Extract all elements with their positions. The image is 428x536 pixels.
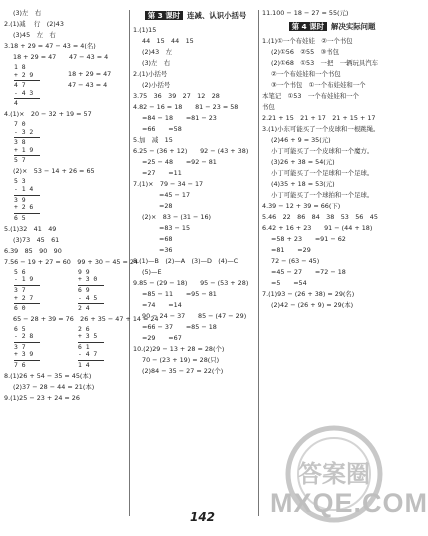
answer-line: (2)①56 ②55 ③书包 bbox=[271, 48, 340, 56]
answer-line: 2.(1)小括号 bbox=[133, 70, 168, 78]
answer-line: =29 =67 bbox=[142, 334, 182, 342]
lesson-number: 第 4 课时 bbox=[289, 22, 327, 31]
vertical-calculation: 1 8 + 2 9 4 7 - 4 3 4 bbox=[14, 64, 40, 108]
answer-line: 3.18 + 29 = 47 − 43 = 4(名) bbox=[4, 42, 96, 50]
answer-line: 2.(1)减 行 (2)43 bbox=[4, 20, 64, 28]
answer-line: =5 =54 bbox=[271, 279, 307, 287]
stamp-text: 答案圈 bbox=[298, 460, 370, 488]
answer-line: 5.46 22 86 84 38 53 56 45 bbox=[262, 213, 378, 221]
answer-line: 7.56 − 19 + 27 = 60 99 + 30 − 45 = 24 bbox=[4, 257, 139, 266]
answer-line: =66 − 37 =85 − 18 bbox=[142, 323, 217, 331]
answer-line: =58 + 23 =91 − 62 bbox=[271, 235, 346, 243]
vertical-calculation: 2 6 + 3 5 6 1 - 4 7 1 4 bbox=[78, 326, 104, 370]
answer-line: 6.25 − (36 + 12) 92 − (43 + 38) bbox=[133, 147, 249, 155]
vertical-calculation: 5 3 - 1 4 3 9 + 2 6 6 5 bbox=[14, 178, 40, 222]
answer-line: (2)43 左 bbox=[142, 48, 172, 56]
answer-line: 1.(1)①一个布娃娃 ②一个书包 bbox=[262, 37, 353, 45]
answer-line: 70 − (23 + 19) = 28(只) bbox=[142, 356, 220, 364]
section-heading bbox=[133, 10, 258, 22]
lesson-title: 解决实际问题 bbox=[331, 22, 376, 31]
answer-line: 4.82 − 16 = 18 81 − 23 = 58 bbox=[133, 103, 239, 111]
answer-line: 65 − 28 + 39 = 76 26 + 35 − 47 + 14 = 24 bbox=[13, 314, 159, 323]
answer-line: (2)× 53 − 14 + 26 = 65 bbox=[13, 167, 95, 176]
answer-line: 7.(1)× 79 − 34 − 17 bbox=[133, 180, 204, 188]
answer-line: =45 − 27 =72 − 18 bbox=[271, 268, 346, 276]
answer-line: 3.75 36 39 27 12 28 bbox=[133, 92, 220, 100]
answer-line: =66 =58 bbox=[142, 125, 182, 133]
answer-column-3 bbox=[262, 8, 402, 311]
answer-line: 3.(1)小东可能买了一个皮球和一根跳绳。 bbox=[262, 125, 380, 133]
answer-line: 2.21 + 15 21 + 17 21 + 15 + 17 bbox=[262, 114, 376, 122]
section-heading bbox=[262, 21, 402, 33]
answer-line: =83 − 15 bbox=[159, 224, 191, 232]
lesson-number: 第 3 课时 bbox=[145, 11, 183, 20]
answer-line: 本笔记 ①53 一个布娃娃和一个 bbox=[262, 92, 359, 100]
answer-line: 7.(1)93 − (26 + 38) = 29(名) bbox=[262, 290, 355, 298]
page-number: 142 bbox=[189, 510, 216, 524]
lesson-title: 连减、认识小括号 bbox=[187, 11, 247, 20]
answer-line: 6.42 + 16 + 23 91 − (44 + 18) bbox=[262, 224, 373, 232]
answer-line: (2)46 + 9 = 35(元) bbox=[271, 136, 331, 144]
answer-line: 11.100 − 18 − 27 = 55(元) bbox=[262, 9, 349, 17]
answer-line: =45 − 17 bbox=[159, 191, 191, 199]
answer-line: 90 − 24 − 37 85 − (47 − 29) bbox=[142, 312, 247, 320]
vertical-calculation: 5 6 - 1 9 3 7 + 2 7 6 0 bbox=[14, 269, 40, 313]
answer-line: =28 bbox=[159, 202, 173, 210]
answer-line: 9.(1)25 − 23 + 24 = 26 bbox=[4, 393, 80, 402]
answer-line: 书包 bbox=[262, 103, 275, 111]
answer-line: (2)37 − 28 − 44 = 21(本) bbox=[13, 382, 95, 391]
answer-line: =84 − 18 =81 − 23 bbox=[142, 114, 217, 122]
answer-line: =36 bbox=[159, 246, 173, 254]
answer-line: 10.(2)29 − 13 + 28 = 28(个) bbox=[133, 345, 225, 353]
answer-line: 8.(1)26 + 54 − 35 = 45(本) bbox=[4, 371, 92, 380]
answer-line: (5)—E bbox=[142, 268, 162, 276]
vertical-calculation: 7 0 - 3 2 3 8 + 1 9 5 7 bbox=[14, 121, 40, 165]
answer-line: (2)①68 ①53 一把 一辆玩具汽车 bbox=[271, 59, 379, 67]
vertical-calculation: 9 9 + 3 0 6 9 - 4 5 2 4 bbox=[78, 269, 104, 313]
answer-line: 4.(1)× 20 − 32 + 19 = 57 bbox=[4, 109, 92, 118]
answer-line: (2)× 83 − (31 − 16) bbox=[142, 213, 212, 221]
answer-line: 小丁可能买了一个球拍和一个足球。 bbox=[271, 191, 374, 199]
answer-column-2 bbox=[133, 8, 258, 377]
answer-line: (2)小括号 bbox=[142, 81, 171, 89]
vertical-calc-group bbox=[4, 325, 128, 371]
watermark-text: MXQE.COM bbox=[270, 488, 428, 518]
answer-line: =74 =14 bbox=[142, 301, 182, 309]
vertical-calculation: 6 5 - 2 8 3 7 + 3 9 7 6 bbox=[14, 326, 40, 370]
answer-line: =85 − 11 =95 − 81 bbox=[142, 290, 217, 298]
answer-line: =81 =29 bbox=[271, 246, 311, 254]
answer-line: (2)42 − (26 + 9) = 29(本) bbox=[271, 301, 354, 309]
answer-line: (3)73 45 61 bbox=[13, 235, 60, 244]
answer-line: 18 + 29 = 47 47 − 43 = 4 bbox=[13, 53, 109, 61]
answer-line: 小丁可能买了一个皮球和一个魔方。 bbox=[271, 147, 374, 155]
answer-line: =25 − 48 =92 − 81 bbox=[142, 158, 217, 166]
answer-line: 1.(1)15 bbox=[133, 26, 157, 34]
answer-line: (4)35 + 18 = 53(元) bbox=[271, 180, 335, 188]
answer-line: ③一个书包 ①一个布娃娃和一个 bbox=[271, 81, 366, 89]
answer-line: 4.39 − 12 + 39 = 66(下) bbox=[262, 202, 341, 210]
answer-line: 72 − (63 − 45) bbox=[271, 257, 320, 265]
calc-note: 18 + 29 = 47 47 − 43 = 4 bbox=[68, 70, 112, 89]
answer-line: (3)左 右 bbox=[13, 9, 42, 17]
answer-line: ②一个布娃娃和一个书包 bbox=[271, 70, 341, 78]
answer-line: 8.(1)—B (2)—A (3)—D (4)—C bbox=[133, 257, 239, 265]
answer-line: 5.加 减 15 bbox=[133, 136, 173, 144]
answer-line: (2)84 − 35 − 27 = 22(个) bbox=[142, 367, 224, 375]
answer-line: (3)左 右 bbox=[142, 59, 171, 67]
vertical-calc-group bbox=[4, 268, 128, 314]
answer-line: 5.(1)32 41 49 bbox=[4, 224, 57, 233]
answer-line: (3)45 左 右 bbox=[13, 31, 56, 39]
answer-line: 9.85 − (29 − 18) 95 − (53 + 28) bbox=[133, 279, 249, 287]
answer-line: =68 bbox=[159, 235, 173, 243]
column-divider bbox=[258, 10, 259, 516]
answer-line: 44 15 44 15 bbox=[142, 37, 194, 45]
vertical-calc-group bbox=[4, 63, 128, 109]
answer-line: 小丁可能买了一个足球和一个足球。 bbox=[271, 169, 374, 177]
answer-line: =27 =11 bbox=[142, 169, 182, 177]
answer-line: 6.39 85 90 90 bbox=[4, 246, 62, 255]
answer-line: (3)26 + 38 = 54(元) bbox=[271, 158, 335, 166]
